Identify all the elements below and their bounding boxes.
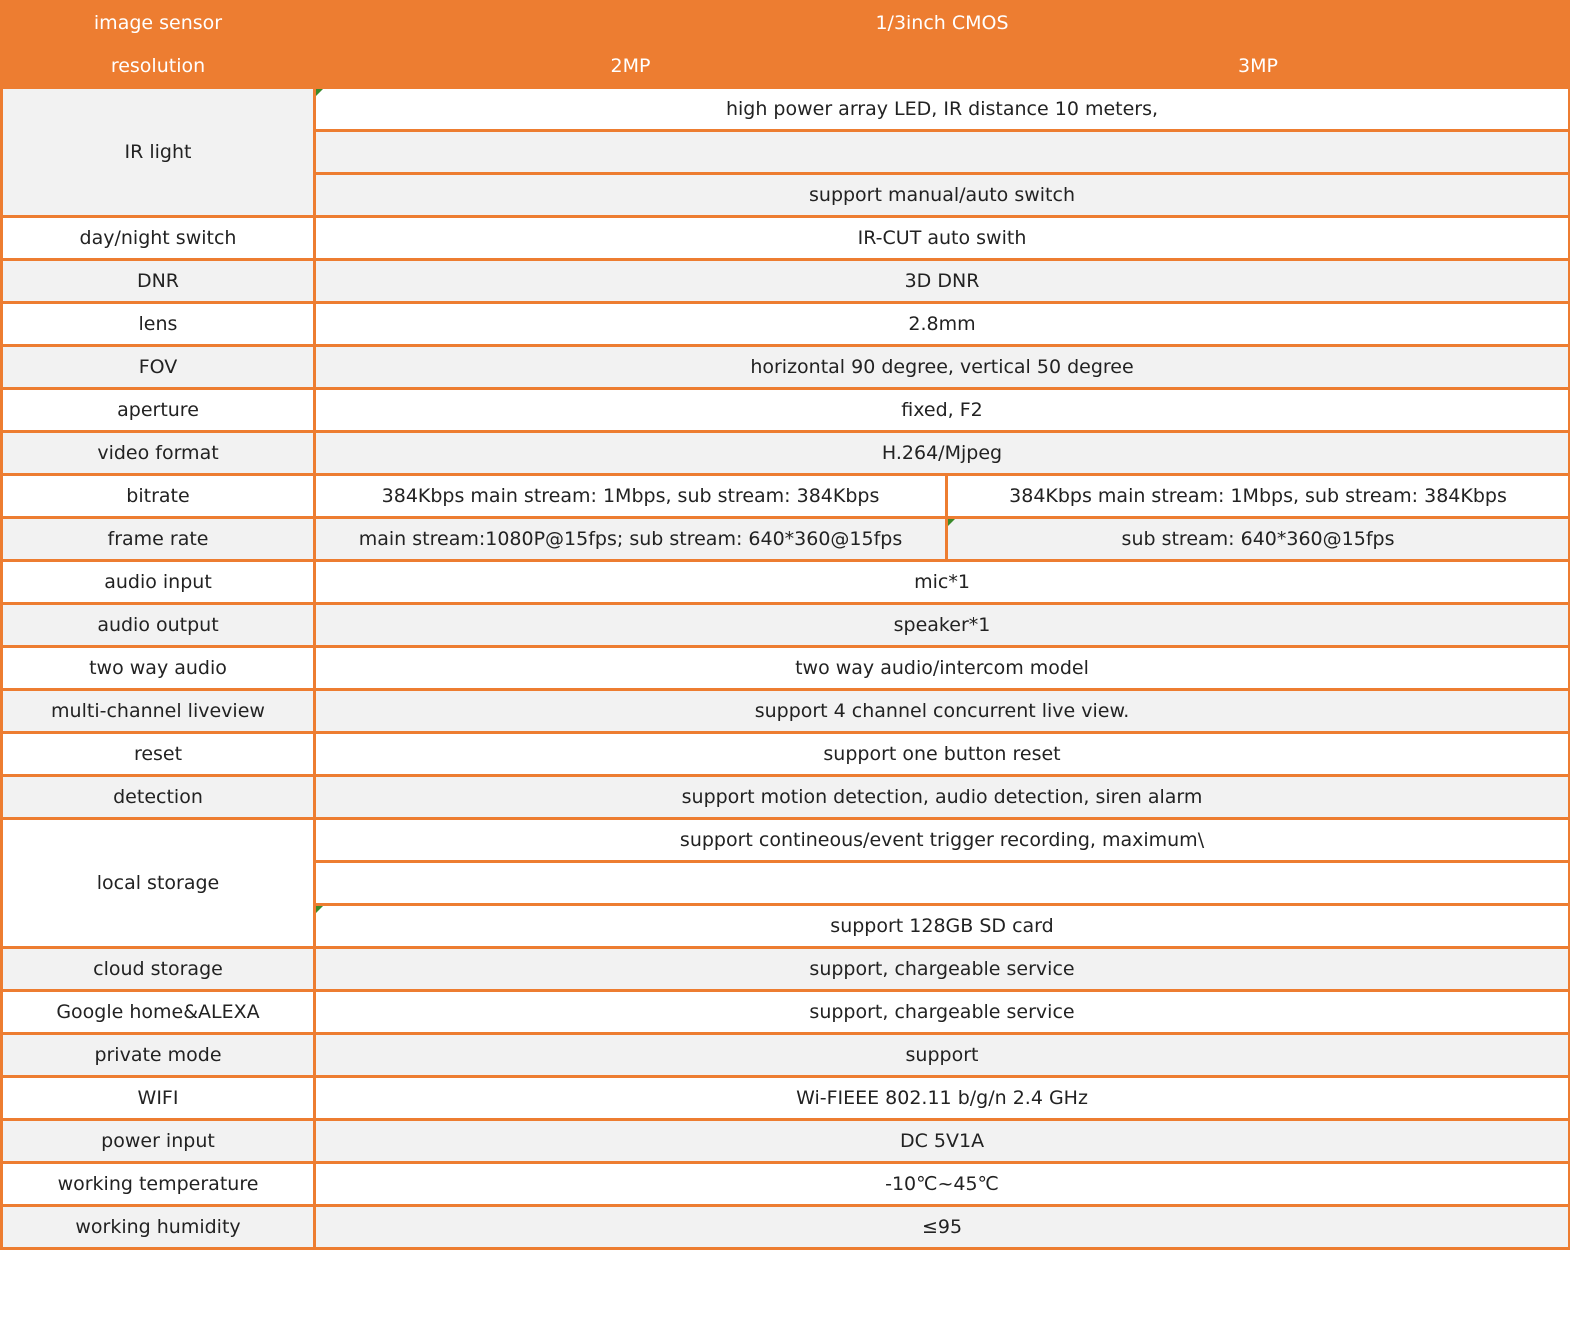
table-row bbox=[2, 1120, 1570, 1163]
spec-label-working-temperature: working temperature bbox=[2, 1163, 315, 1206]
ir-light-value-2 bbox=[315, 131, 1570, 174]
frame-rate-2mp: main stream:1080P@15fps; sub stream: 640*360@15fps bbox=[315, 518, 947, 561]
image-sensor-label: image sensor bbox=[2, 2, 315, 45]
spec-label-private-mode: private mode bbox=[2, 1034, 315, 1077]
spec-value-lens: 2.8mm bbox=[315, 303, 1570, 346]
local-storage-value-2 bbox=[315, 862, 1570, 905]
table-row-ir-light bbox=[2, 88, 1570, 131]
spec-value-detection: support motion detection, audio detection, siren alarm bbox=[315, 776, 1570, 819]
spec-value-audio-input: mic*1 bbox=[315, 561, 1570, 604]
resolution-label: resolution bbox=[2, 45, 315, 88]
table-row bbox=[2, 346, 1570, 389]
spec-label-reset: reset bbox=[2, 733, 315, 776]
spec-label-cloud-storage: cloud storage bbox=[2, 948, 315, 991]
table-row bbox=[2, 561, 1570, 604]
spec-value-working-humidity: ≤95 bbox=[315, 1206, 1570, 1249]
spec-value-aperture: fixed, F2 bbox=[315, 389, 1570, 432]
spec-label-power-input: power input bbox=[2, 1120, 315, 1163]
spec-label-day-night-switch: day/night switch bbox=[2, 217, 315, 260]
ir-light-label: IR light bbox=[2, 88, 315, 217]
table-row bbox=[2, 1077, 1570, 1120]
local-storage-label: local storage bbox=[2, 819, 315, 948]
table-row bbox=[2, 604, 1570, 647]
spec-label-working-humidity: working humidity bbox=[2, 1206, 315, 1249]
spec-value-reset: support one button reset bbox=[315, 733, 1570, 776]
spec-label-lens: lens bbox=[2, 303, 315, 346]
spec-value-google-home-alexa: support, chargeable service bbox=[315, 991, 1570, 1034]
local-storage-value-1: support contineous/event trigger recording, maximum\ bbox=[315, 819, 1570, 862]
bitrate-2mp: 384Kbps main stream: 1Mbps, sub stream: 384Kbps bbox=[315, 475, 947, 518]
resolution-2mp: 2MP bbox=[315, 45, 947, 88]
spec-value-cloud-storage: support, chargeable service bbox=[315, 948, 1570, 991]
header-row-resolution bbox=[2, 45, 1570, 88]
table-row bbox=[2, 776, 1570, 819]
image-sensor-value: 1/3inch CMOS bbox=[315, 2, 1570, 45]
table-row bbox=[2, 733, 1570, 776]
spec-label-audio-output: audio output bbox=[2, 604, 315, 647]
spec-label-two-way-audio: two way audio bbox=[2, 647, 315, 690]
spec-label-google-home-alexa: Google home&ALEXA bbox=[2, 991, 315, 1034]
ir-light-value-1: high power array LED, IR distance 10 meters, bbox=[315, 88, 1570, 131]
table-row bbox=[2, 1206, 1570, 1249]
spec-label-dnr: DNR bbox=[2, 260, 315, 303]
table-row bbox=[2, 389, 1570, 432]
table-row bbox=[2, 1034, 1570, 1077]
local-storage-value-3: support 128GB SD card bbox=[315, 905, 1570, 948]
table-row bbox=[2, 217, 1570, 260]
table-row bbox=[2, 991, 1570, 1034]
bitrate-3mp: 384Kbps main stream: 1Mbps, sub stream: 384Kbps bbox=[947, 475, 1570, 518]
ir-light-value-3: support manual/auto switch bbox=[315, 174, 1570, 217]
spec-label-fov: FOV bbox=[2, 346, 315, 389]
table-row bbox=[2, 948, 1570, 991]
table-row-local-storage bbox=[2, 819, 1570, 862]
frame-rate-3mp: sub stream: 640*360@15fps bbox=[947, 518, 1570, 561]
spec-value-fov: horizontal 90 degree, vertical 50 degree bbox=[315, 346, 1570, 389]
spec-value-audio-output: speaker*1 bbox=[315, 604, 1570, 647]
spec-value-day-night-switch: IR-CUT auto swith bbox=[315, 217, 1570, 260]
spec-label-multi-channel-liveview: multi-channel liveview bbox=[2, 690, 315, 733]
table-row bbox=[2, 303, 1570, 346]
spec-label-aperture: aperture bbox=[2, 389, 315, 432]
table-row-frame-rate bbox=[2, 518, 1570, 561]
table-row bbox=[2, 647, 1570, 690]
spec-label-audio-input: audio input bbox=[2, 561, 315, 604]
spec-value-working-temperature: -10℃~45℃ bbox=[315, 1163, 1570, 1206]
spec-value-multi-channel-liveview: support 4 channel concurrent live view. bbox=[315, 690, 1570, 733]
header-row-image-sensor bbox=[2, 2, 1570, 45]
spec-label-bitrate: bitrate bbox=[2, 475, 315, 518]
spec-value-private-mode: support bbox=[315, 1034, 1570, 1077]
spec-label-video-format: video format bbox=[2, 432, 315, 475]
table-row bbox=[2, 432, 1570, 475]
table-row bbox=[2, 1163, 1570, 1206]
table-row bbox=[2, 260, 1570, 303]
spec-value-dnr: 3D DNR bbox=[315, 260, 1570, 303]
table-row bbox=[2, 690, 1570, 733]
table-row-bitrate bbox=[2, 475, 1570, 518]
spec-value-wifi: Wi-FIEEE 802.11 b/g/n 2.4 GHz bbox=[315, 1077, 1570, 1120]
spec-label-wifi: WIFI bbox=[2, 1077, 315, 1120]
spec-label-detection: detection bbox=[2, 776, 315, 819]
spec-value-power-input: DC 5V1A bbox=[315, 1120, 1570, 1163]
resolution-3mp: 3MP bbox=[947, 45, 1570, 88]
spec-label-frame-rate: frame rate bbox=[2, 518, 315, 561]
spec-value-two-way-audio: two way audio/intercom model bbox=[315, 647, 1570, 690]
spec-value-video-format: H.264/Mjpeg bbox=[315, 432, 1570, 475]
